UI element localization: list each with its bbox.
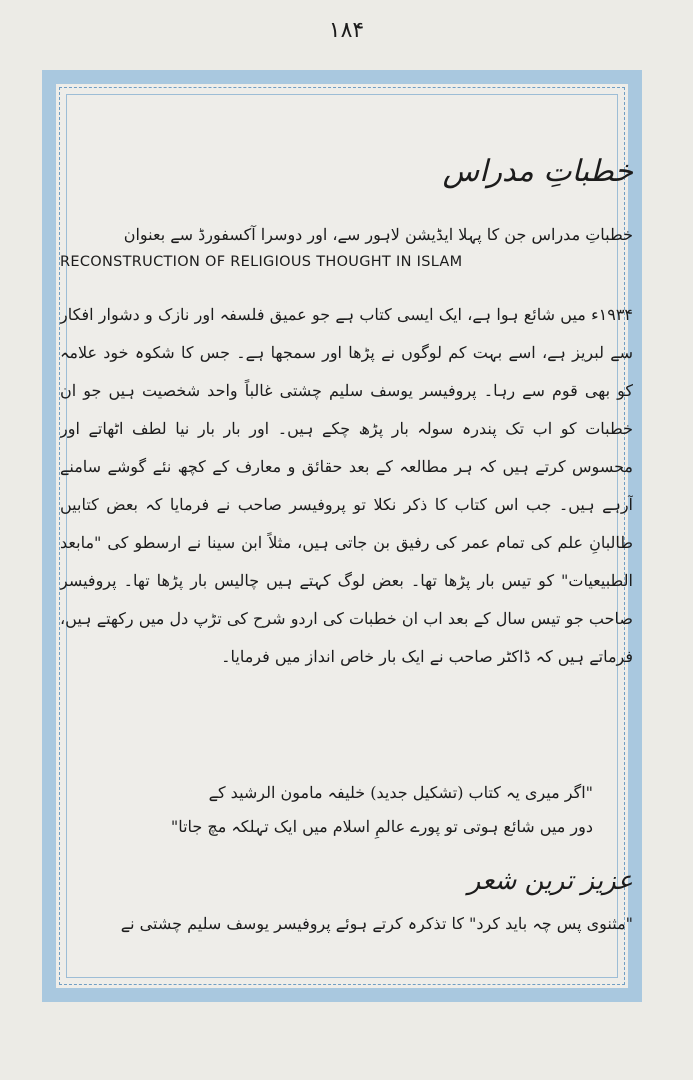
page-number: ۱۸۴	[328, 18, 365, 43]
intro-line: خطباتِ مدراس جن کا پہلا ایڈیشن لاہور سے، اور دوسرا آکسفورڈ سے بعنوان	[123, 225, 633, 244]
page-content	[60, 76, 633, 1000]
quotation-line-1: "اگر میری یہ کتاب (تشکیل جدید) خلیفہ مامون الرشید کے	[208, 783, 593, 802]
quotation	[60, 776, 633, 844]
subsection-heading: عزیز ترین شعر	[467, 866, 633, 896]
closing-line: "مثنوی پس چہ باید کرد" کا تذکرہ کرتے ہوئے پروفیسر یوسف سلیم چشتی نے	[120, 914, 633, 933]
section-heading: خطباتِ مدراس	[442, 154, 633, 189]
body-paragraph: ۱۹۳۴ء میں شائع ہوا ہے، ایک ایسی کتاب ہے جو عمیق فلسفہ اور نازک و دشوار افکار سے لبریز ہے، اسے بہت کم لوگوں نے پڑھا اور سمجھا ہے۔ جس کا شکوہ خود علامہ کو بھی قوم سے رہا۔ پروفیسر یوسف سلیم چشتی غالباً واحد شخصیت ہیں جو ان خطبات کو اب تک پندرہ سولہ بار پڑھ چکے ہیں۔ اور بار بار نیا لطف اٹھاتے اور محسوس کرتے ہیں کہ ہر مطالعہ کے بعد حقائق و معارف کے کچھ نئے گوشے سامنے آرہے ہیں۔ جب اس کتاب کا ذکر نکلا تو پروفیسر صاحب نے فرمایا کہ بعض کتابیں طالبانِ علم کی تمام عمر کی رفیق بن جاتی ہیں، مثلاً ابن سینا نے ارسطو کی "مابعد الطبیعیات" کو تیس بار پڑھا تھا۔ بعض لوگ کہتے ہیں چالیس بار پڑھا تھا۔ پروفیسر صاحب جو تیس سال کے بعد اب ان خطبات کی اردو شرح کی تڑپ دل میں رکھتے ہیں، فرماتے ہیں کہ ڈاکٹر صاحب نے ایک بار خاص انداز میں فرمایا۔	[60, 305, 633, 666]
quotation-line-2: دور میں شائع ہوتی تو پورے عالمِ اسلام میں ایک تہلکہ مچ جاتا"	[170, 817, 593, 836]
english-book-title: RECONSTRUCTION OF RELIGIOUS THOUGHT IN ISLAM	[60, 254, 463, 270]
